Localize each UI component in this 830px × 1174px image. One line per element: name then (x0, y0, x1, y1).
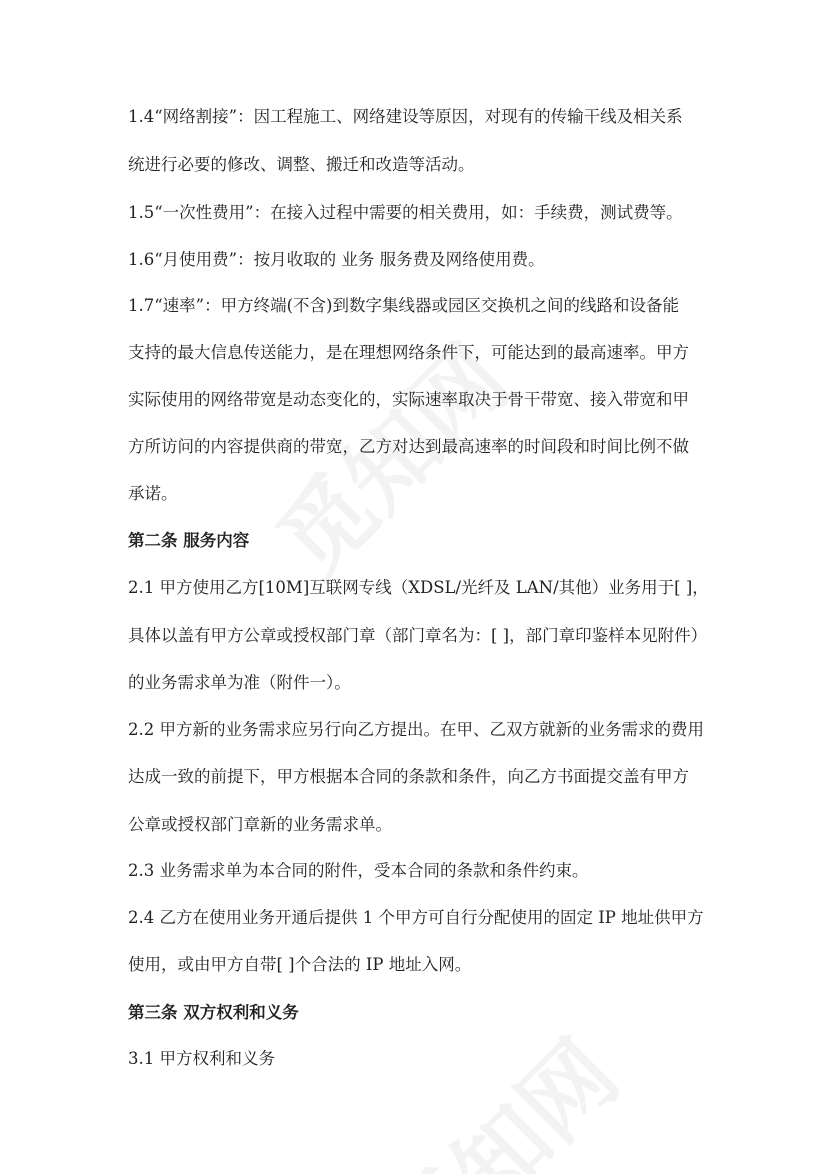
clause-2-1-line-2: 具体以盖有甲方公章或授权部门章（部门章名为：[ ]，部门章印鉴样本见附件） (128, 626, 708, 645)
clause-1-4-line-2: 统进行必要的修改、调整、搬迁和改造等活动。 (128, 155, 475, 174)
clause-1-6: 1.6“月使用费”：按月收取的 业务 服务费及网络使用费。 (128, 250, 545, 269)
clause-3-1: 3.1 甲方权利和义务 (128, 1049, 275, 1068)
clause-2-3: 2.3 业务需求单为本合同的附件，受本合同的条款和条件约束。 (128, 861, 589, 880)
clause-2-1-line-1: 2.1 甲方使用乙方[10M]互联网专线（XDSL/光纤及 LAN/其他）业务用于[ ]， (128, 578, 709, 597)
clause-2-1-line-3: 的业务需求单为准（附件一）。 (128, 673, 351, 692)
clause-2-4-line-1: 2.4 乙方在使用业务开通后提供 1 个甲方可自行分配使用的固定 IP 地址供甲方 (128, 908, 704, 927)
clause-1-4-line-1: 1.4“网络割接”：因工程施工、网络建设等原因，对现有的传输干线及相关系 (128, 107, 683, 126)
section-2-heading: 第二条 服务内容 (128, 531, 250, 550)
clause-1-7-line-4: 方所访问的内容提供商的带宽，乙方对达到最高速率的时间段和时间比例不做 (128, 437, 689, 456)
clause-1-7-line-2: 支持的最大信息传送能力，是在理想网络条件下，可能达到的最高速率。甲方 (128, 343, 689, 362)
clause-1-7-line-5: 承诺。 (128, 484, 178, 503)
watermark-logo (354, 1007, 643, 1174)
clause-1-7-line-3: 实际使用的网络带宽是动态变化的，实际速率取决于骨干带宽、接入带宽和甲 (128, 390, 689, 409)
clause-1-7-line-1: 1.7“速率”：甲方终端(不含)到数字集线器或园区交换机之间的线路和设备能 (128, 296, 679, 315)
clause-2-4-line-2: 使用，或由甲方自带[ ]个合法的 IP 地址入网。 (128, 955, 472, 974)
clause-2-2-line-1: 2.2 甲方新的业务需求应另行向乙方提出。在甲、乙双方就新的业务需求的费用 (128, 720, 704, 739)
section-3-heading: 第三条 双方权利和义务 (128, 1003, 299, 1022)
clause-2-2-line-2: 达成一致的前提下，甲方根据本合同的条款和条件，向乙方书面提交盖有甲方 (128, 767, 689, 786)
clause-1-5: 1.5“一次性费用”：在接入过程中需要的相关费用，如：手续费，测试费等。 (128, 203, 683, 222)
clause-2-2-line-3: 公章或授权部门章新的业务需求单。 (128, 815, 392, 834)
